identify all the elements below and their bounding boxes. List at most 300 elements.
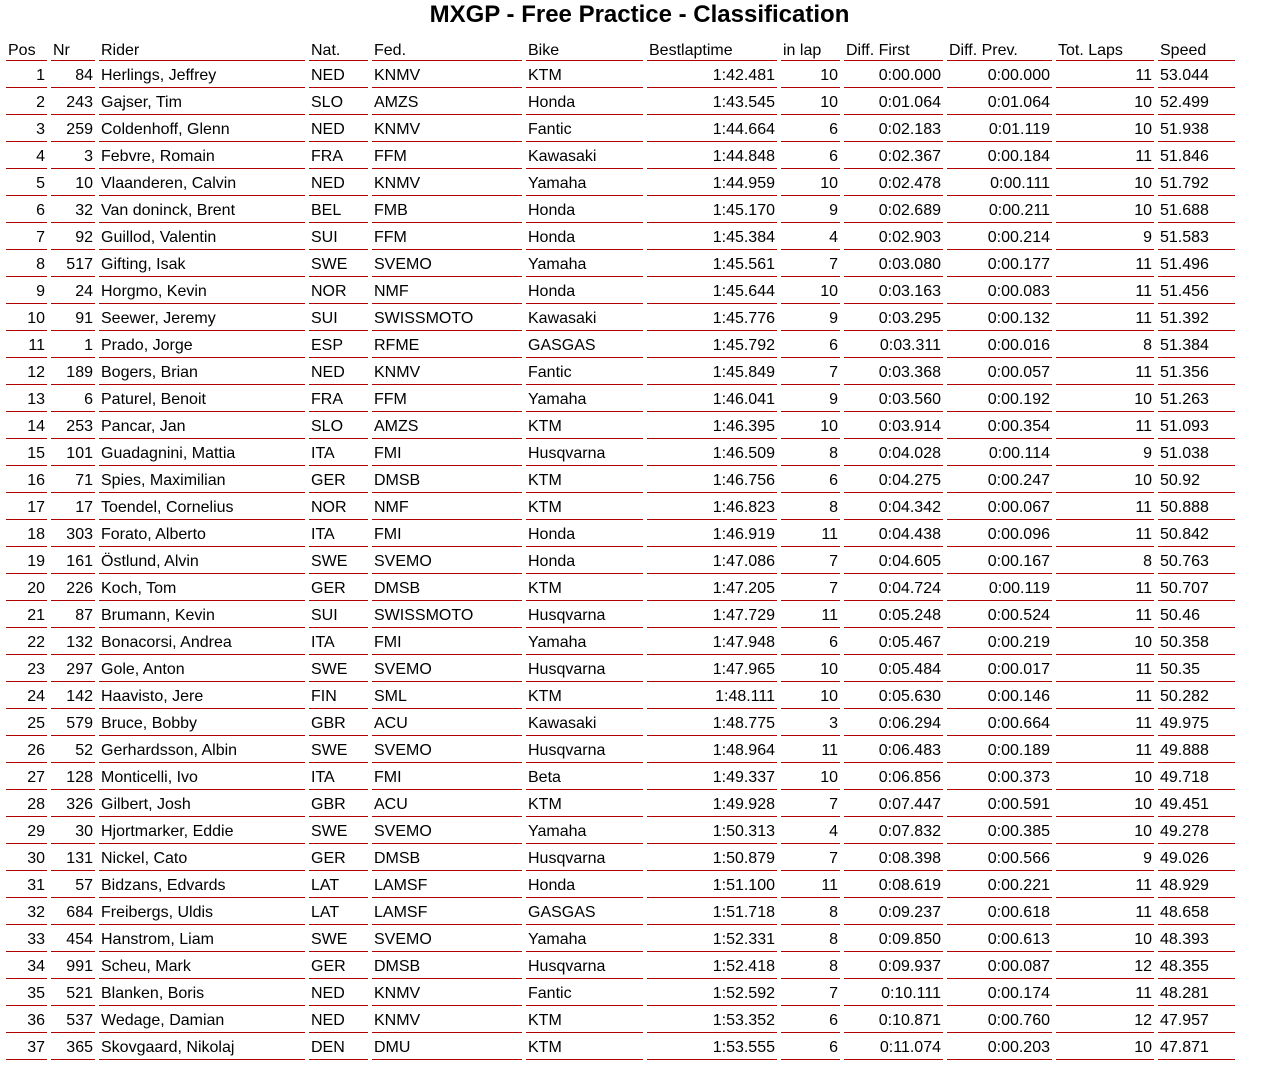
cell-pos: 8 <box>6 250 47 277</box>
cell-nr: 3 <box>51 142 95 169</box>
cell-nr: 91 <box>51 304 95 331</box>
cell-diff-prev: 0:01.064 <box>947 88 1052 115</box>
table-row <box>6 844 1235 871</box>
cell-bestlaptime: 1:45.792 <box>647 331 777 358</box>
cell-nat: ESP <box>309 331 368 358</box>
cell-diff-first: 0:05.630 <box>844 682 943 709</box>
cell-rider: Blanken, Boris <box>99 979 305 1006</box>
cell-pos: 26 <box>6 736 47 763</box>
cell-bestlaptime: 1:50.313 <box>647 817 777 844</box>
cell-nat: NOR <box>309 493 368 520</box>
cell-diff-prev: 0:00.087 <box>947 952 1052 979</box>
classification-table <box>2 34 1239 1060</box>
column-header-nat: Nat. <box>309 34 368 61</box>
cell-pos: 4 <box>6 142 47 169</box>
cell-diff-prev: 0:00.211 <box>947 196 1052 223</box>
cell-fed: KNMV <box>372 979 522 1006</box>
cell-pos: 32 <box>6 898 47 925</box>
cell-diff-prev: 0:00.146 <box>947 682 1052 709</box>
cell-rider: Wedage, Damian <box>99 1006 305 1033</box>
cell-fed: KNMV <box>372 61 522 88</box>
table-row <box>6 763 1235 790</box>
cell-bestlaptime: 1:50.879 <box>647 844 777 871</box>
table-row <box>6 817 1235 844</box>
cell-bike: KTM <box>526 61 643 88</box>
cell-speed: 51.392 <box>1158 304 1235 331</box>
cell-speed: 51.938 <box>1158 115 1235 142</box>
cell-diff-first: 0:07.447 <box>844 790 943 817</box>
cell-fed: SVEMO <box>372 250 522 277</box>
cell-bestlaptime: 1:45.644 <box>647 277 777 304</box>
cell-nat: SUI <box>309 223 368 250</box>
cell-nr: 24 <box>51 277 95 304</box>
cell-bike: Kawasaki <box>526 142 643 169</box>
cell-speed: 51.792 <box>1158 169 1235 196</box>
cell-nr: 1 <box>51 331 95 358</box>
cell-diff-first: 0:05.248 <box>844 601 943 628</box>
table-row <box>6 250 1235 277</box>
cell-speed: 50.282 <box>1158 682 1235 709</box>
cell-bike: KTM <box>526 1006 643 1033</box>
cell-pos: 36 <box>6 1006 47 1033</box>
cell-fed: SVEMO <box>372 817 522 844</box>
cell-diff-prev: 0:00.114 <box>947 439 1052 466</box>
cell-pos: 37 <box>6 1033 47 1060</box>
cell-tot-laps: 10 <box>1056 196 1154 223</box>
cell-diff-prev: 0:00.221 <box>947 871 1052 898</box>
table-row <box>6 88 1235 115</box>
column-header-tot-laps: Tot. Laps <box>1056 34 1154 61</box>
table-row <box>6 169 1235 196</box>
column-header-in-lap: in lap <box>781 34 840 61</box>
cell-rider: Scheu, Mark <box>99 952 305 979</box>
cell-bike: Yamaha <box>526 817 643 844</box>
cell-diff-prev: 0:00.591 <box>947 790 1052 817</box>
table-row <box>6 142 1235 169</box>
cell-diff-prev: 0:00.167 <box>947 547 1052 574</box>
cell-nat: LAT <box>309 871 368 898</box>
cell-rider: Spies, Maximilian <box>99 466 305 493</box>
column-header-diff-first: Diff. First <box>844 34 943 61</box>
cell-speed: 48.281 <box>1158 979 1235 1006</box>
cell-pos: 30 <box>6 844 47 871</box>
cell-bike: Husqvarna <box>526 655 643 682</box>
cell-in-lap: 8 <box>781 952 840 979</box>
cell-diff-prev: 0:00.613 <box>947 925 1052 952</box>
cell-rider: Freibergs, Uldis <box>99 898 305 925</box>
cell-pos: 10 <box>6 304 47 331</box>
cell-nr: 57 <box>51 871 95 898</box>
cell-diff-prev: 0:00.214 <box>947 223 1052 250</box>
cell-fed: SVEMO <box>372 925 522 952</box>
table-row <box>6 574 1235 601</box>
cell-rider: Bruce, Bobby <box>99 709 305 736</box>
cell-fed: KNMV <box>372 358 522 385</box>
cell-nat: GER <box>309 844 368 871</box>
cell-nat: SWE <box>309 655 368 682</box>
cell-fed: DMSB <box>372 844 522 871</box>
cell-nat: ITA <box>309 763 368 790</box>
cell-bike: KTM <box>526 790 643 817</box>
cell-fed: ACU <box>372 709 522 736</box>
cell-bestlaptime: 1:52.331 <box>647 925 777 952</box>
cell-diff-prev: 0:00.174 <box>947 979 1052 1006</box>
cell-nat: NED <box>309 115 368 142</box>
cell-bestlaptime: 1:51.100 <box>647 871 777 898</box>
cell-diff-prev: 0:00.524 <box>947 601 1052 628</box>
cell-nat: SWE <box>309 547 368 574</box>
cell-diff-prev: 0:00.057 <box>947 358 1052 385</box>
cell-diff-first: 0:03.914 <box>844 412 943 439</box>
cell-rider: Pancar, Jan <box>99 412 305 439</box>
cell-diff-first: 0:04.438 <box>844 520 943 547</box>
column-header-diff-prev: Diff. Prev. <box>947 34 1052 61</box>
cell-nat: ITA <box>309 439 368 466</box>
cell-in-lap: 10 <box>781 277 840 304</box>
cell-diff-first: 0:11.074 <box>844 1033 943 1060</box>
cell-tot-laps: 10 <box>1056 628 1154 655</box>
cell-diff-prev: 0:00.067 <box>947 493 1052 520</box>
table-row <box>6 196 1235 223</box>
cell-bike: Kawasaki <box>526 709 643 736</box>
cell-tot-laps: 10 <box>1056 817 1154 844</box>
cell-in-lap: 10 <box>781 763 840 790</box>
cell-diff-prev: 0:00.203 <box>947 1033 1052 1060</box>
cell-diff-first: 0:00.000 <box>844 61 943 88</box>
cell-speed: 50.358 <box>1158 628 1235 655</box>
cell-tot-laps: 11 <box>1056 61 1154 88</box>
cell-pos: 24 <box>6 682 47 709</box>
cell-bike: GASGAS <box>526 898 643 925</box>
cell-nr: 71 <box>51 466 95 493</box>
cell-bestlaptime: 1:46.509 <box>647 439 777 466</box>
cell-rider: Paturel, Benoit <box>99 385 305 412</box>
cell-fed: RFME <box>372 331 522 358</box>
cell-rider: Haavisto, Jere <box>99 682 305 709</box>
cell-rider: Gole, Anton <box>99 655 305 682</box>
cell-nr: 32 <box>51 196 95 223</box>
cell-pos: 29 <box>6 817 47 844</box>
cell-diff-prev: 0:00.192 <box>947 385 1052 412</box>
cell-in-lap: 7 <box>781 574 840 601</box>
cell-diff-prev: 0:00.184 <box>947 142 1052 169</box>
cell-in-lap: 11 <box>781 520 840 547</box>
cell-rider: Gajser, Tim <box>99 88 305 115</box>
cell-bike: KTM <box>526 466 643 493</box>
cell-pos: 33 <box>6 925 47 952</box>
table-row <box>6 466 1235 493</box>
cell-pos: 1 <box>6 61 47 88</box>
cell-diff-first: 0:09.937 <box>844 952 943 979</box>
cell-bestlaptime: 1:46.395 <box>647 412 777 439</box>
cell-pos: 21 <box>6 601 47 628</box>
cell-in-lap: 8 <box>781 898 840 925</box>
column-header-bestlaptime: Bestlaptime <box>647 34 777 61</box>
cell-rider: Vlaanderen, Calvin <box>99 169 305 196</box>
cell-bestlaptime: 1:53.352 <box>647 1006 777 1033</box>
cell-tot-laps: 10 <box>1056 790 1154 817</box>
cell-in-lap: 10 <box>781 682 840 709</box>
cell-pos: 6 <box>6 196 47 223</box>
cell-speed: 47.871 <box>1158 1033 1235 1060</box>
table-row <box>6 709 1235 736</box>
cell-bike: Yamaha <box>526 169 643 196</box>
cell-fed: SWISSMOTO <box>372 304 522 331</box>
cell-diff-prev: 0:00.016 <box>947 331 1052 358</box>
table-row <box>6 547 1235 574</box>
cell-tot-laps: 11 <box>1056 655 1154 682</box>
cell-fed: FMI <box>372 628 522 655</box>
cell-pos: 15 <box>6 439 47 466</box>
cell-nr: 517 <box>51 250 95 277</box>
cell-bike: Honda <box>526 277 643 304</box>
cell-speed: 51.384 <box>1158 331 1235 358</box>
cell-in-lap: 10 <box>781 61 840 88</box>
cell-in-lap: 6 <box>781 466 840 493</box>
cell-bike: Honda <box>526 88 643 115</box>
cell-fed: FMB <box>372 196 522 223</box>
cell-pos: 11 <box>6 331 47 358</box>
table-row <box>6 790 1235 817</box>
cell-pos: 22 <box>6 628 47 655</box>
cell-nr: 253 <box>51 412 95 439</box>
cell-in-lap: 7 <box>781 358 840 385</box>
cell-in-lap: 11 <box>781 601 840 628</box>
cell-pos: 28 <box>6 790 47 817</box>
table-row <box>6 682 1235 709</box>
cell-nr: 303 <box>51 520 95 547</box>
cell-in-lap: 11 <box>781 871 840 898</box>
cell-tot-laps: 10 <box>1056 925 1154 952</box>
column-header-rider: Rider <box>99 34 305 61</box>
cell-diff-prev: 0:00.119 <box>947 574 1052 601</box>
cell-nr: 92 <box>51 223 95 250</box>
cell-tot-laps: 10 <box>1056 1033 1154 1060</box>
cell-speed: 49.278 <box>1158 817 1235 844</box>
cell-nr: 579 <box>51 709 95 736</box>
table-row <box>6 601 1235 628</box>
cell-tot-laps: 11 <box>1056 682 1154 709</box>
cell-diff-first: 0:04.724 <box>844 574 943 601</box>
cell-fed: LAMSF <box>372 871 522 898</box>
cell-rider: Gerhardsson, Albin <box>99 736 305 763</box>
cell-rider: Monticelli, Ivo <box>99 763 305 790</box>
table-row <box>6 385 1235 412</box>
cell-speed: 50.46 <box>1158 601 1235 628</box>
cell-nr: 243 <box>51 88 95 115</box>
cell-bestlaptime: 1:49.337 <box>647 763 777 790</box>
cell-nat: SWE <box>309 817 368 844</box>
column-header-bike: Bike <box>526 34 643 61</box>
cell-rider: Horgmo, Kevin <box>99 277 305 304</box>
cell-nr: 259 <box>51 115 95 142</box>
cell-nat: ITA <box>309 520 368 547</box>
cell-tot-laps: 8 <box>1056 547 1154 574</box>
cell-diff-prev: 0:00.618 <box>947 898 1052 925</box>
cell-bike: Husqvarna <box>526 601 643 628</box>
cell-bike: KTM <box>526 682 643 709</box>
cell-fed: SVEMO <box>372 736 522 763</box>
cell-bestlaptime: 1:44.959 <box>647 169 777 196</box>
cell-tot-laps: 10 <box>1056 385 1154 412</box>
cell-diff-first: 0:03.295 <box>844 304 943 331</box>
cell-in-lap: 7 <box>781 979 840 1006</box>
table-row <box>6 952 1235 979</box>
table-row <box>6 655 1235 682</box>
cell-tot-laps: 11 <box>1056 871 1154 898</box>
cell-bike: Husqvarna <box>526 952 643 979</box>
cell-bike: GASGAS <box>526 331 643 358</box>
cell-nr: 101 <box>51 439 95 466</box>
cell-bestlaptime: 1:47.965 <box>647 655 777 682</box>
cell-diff-first: 0:04.028 <box>844 439 943 466</box>
cell-fed: NMF <box>372 277 522 304</box>
cell-nat: SLO <box>309 412 368 439</box>
cell-speed: 50.92 <box>1158 466 1235 493</box>
cell-bestlaptime: 1:46.919 <box>647 520 777 547</box>
cell-nat: SWE <box>309 250 368 277</box>
cell-tot-laps: 11 <box>1056 142 1154 169</box>
cell-in-lap: 9 <box>781 385 840 412</box>
cell-in-lap: 10 <box>781 88 840 115</box>
cell-diff-first: 0:02.689 <box>844 196 943 223</box>
cell-nr: 189 <box>51 358 95 385</box>
cell-bestlaptime: 1:45.384 <box>647 223 777 250</box>
cell-pos: 3 <box>6 115 47 142</box>
cell-in-lap: 9 <box>781 196 840 223</box>
cell-in-lap: 7 <box>781 547 840 574</box>
cell-pos: 13 <box>6 385 47 412</box>
cell-diff-first: 0:05.484 <box>844 655 943 682</box>
table-row <box>6 61 1235 88</box>
cell-speed: 51.583 <box>1158 223 1235 250</box>
cell-nat: DEN <box>309 1033 368 1060</box>
cell-fed: DMSB <box>372 952 522 979</box>
cell-bike: KTM <box>526 493 643 520</box>
table-row <box>6 115 1235 142</box>
table-row <box>6 520 1235 547</box>
column-header-fed: Fed. <box>372 34 522 61</box>
cell-rider: Gilbert, Josh <box>99 790 305 817</box>
cell-nat: GER <box>309 466 368 493</box>
cell-bike: Yamaha <box>526 925 643 952</box>
cell-bike: Husqvarna <box>526 439 643 466</box>
cell-pos: 5 <box>6 169 47 196</box>
cell-speed: 51.263 <box>1158 385 1235 412</box>
cell-in-lap: 10 <box>781 655 840 682</box>
cell-bestlaptime: 1:44.664 <box>647 115 777 142</box>
cell-speed: 50.763 <box>1158 547 1235 574</box>
cell-tot-laps: 10 <box>1056 763 1154 790</box>
cell-diff-prev: 0:00.247 <box>947 466 1052 493</box>
cell-rider: Bidzans, Edvards <box>99 871 305 898</box>
cell-in-lap: 10 <box>781 412 840 439</box>
cell-rider: Hanstrom, Liam <box>99 925 305 952</box>
cell-tot-laps: 11 <box>1056 574 1154 601</box>
cell-tot-laps: 11 <box>1056 520 1154 547</box>
cell-nat: NED <box>309 61 368 88</box>
table-row <box>6 1033 1235 1060</box>
cell-bestlaptime: 1:45.849 <box>647 358 777 385</box>
cell-in-lap: 6 <box>781 628 840 655</box>
cell-rider: Bogers, Brian <box>99 358 305 385</box>
cell-diff-first: 0:08.619 <box>844 871 943 898</box>
column-header-pos: Pos <box>6 34 47 61</box>
cell-nr: 226 <box>51 574 95 601</box>
cell-tot-laps: 11 <box>1056 304 1154 331</box>
cell-nat: NOR <box>309 277 368 304</box>
cell-bike: Honda <box>526 547 643 574</box>
cell-speed: 49.718 <box>1158 763 1235 790</box>
cell-fed: FFM <box>372 223 522 250</box>
cell-bike: Husqvarna <box>526 844 643 871</box>
cell-rider: Östlund, Alvin <box>99 547 305 574</box>
cell-fed: AMZS <box>372 88 522 115</box>
cell-diff-first: 0:02.367 <box>844 142 943 169</box>
cell-nat: GBR <box>309 790 368 817</box>
table-row <box>6 412 1235 439</box>
cell-bike: Yamaha <box>526 250 643 277</box>
cell-rider: Febvre, Romain <box>99 142 305 169</box>
cell-pos: 20 <box>6 574 47 601</box>
cell-diff-first: 0:10.871 <box>844 1006 943 1033</box>
cell-diff-first: 0:05.467 <box>844 628 943 655</box>
cell-bike: Yamaha <box>526 385 643 412</box>
table-row <box>6 493 1235 520</box>
cell-bestlaptime: 1:48.111 <box>647 682 777 709</box>
cell-diff-first: 0:03.368 <box>844 358 943 385</box>
cell-fed: DMU <box>372 1033 522 1060</box>
cell-tot-laps: 10 <box>1056 466 1154 493</box>
cell-rider: Van doninck, Brent <box>99 196 305 223</box>
cell-fed: SML <box>372 682 522 709</box>
cell-tot-laps: 11 <box>1056 601 1154 628</box>
table-row <box>6 223 1235 250</box>
cell-nr: 537 <box>51 1006 95 1033</box>
cell-pos: 23 <box>6 655 47 682</box>
cell-diff-first: 0:03.560 <box>844 385 943 412</box>
table-row <box>6 979 1235 1006</box>
cell-nat: ITA <box>309 628 368 655</box>
cell-pos: 9 <box>6 277 47 304</box>
cell-diff-first: 0:01.064 <box>844 88 943 115</box>
cell-tot-laps: 10 <box>1056 115 1154 142</box>
cell-pos: 35 <box>6 979 47 1006</box>
cell-pos: 34 <box>6 952 47 979</box>
cell-fed: FMI <box>372 520 522 547</box>
cell-bestlaptime: 1:48.775 <box>647 709 777 736</box>
cell-diff-first: 0:08.398 <box>844 844 943 871</box>
cell-bike: Fantic <box>526 115 643 142</box>
table-row <box>6 439 1235 466</box>
cell-diff-first: 0:03.163 <box>844 277 943 304</box>
cell-diff-prev: 0:00.189 <box>947 736 1052 763</box>
table-row <box>6 358 1235 385</box>
cell-nat: SUI <box>309 601 368 628</box>
cell-pos: 19 <box>6 547 47 574</box>
cell-pos: 14 <box>6 412 47 439</box>
cell-bestlaptime: 1:47.729 <box>647 601 777 628</box>
cell-diff-first: 0:09.237 <box>844 898 943 925</box>
cell-diff-prev: 0:00.354 <box>947 412 1052 439</box>
cell-nr: 521 <box>51 979 95 1006</box>
cell-in-lap: 4 <box>781 817 840 844</box>
cell-in-lap: 6 <box>781 331 840 358</box>
cell-fed: SVEMO <box>372 547 522 574</box>
cell-nr: 161 <box>51 547 95 574</box>
cell-diff-prev: 0:00.219 <box>947 628 1052 655</box>
cell-tot-laps: 11 <box>1056 250 1154 277</box>
